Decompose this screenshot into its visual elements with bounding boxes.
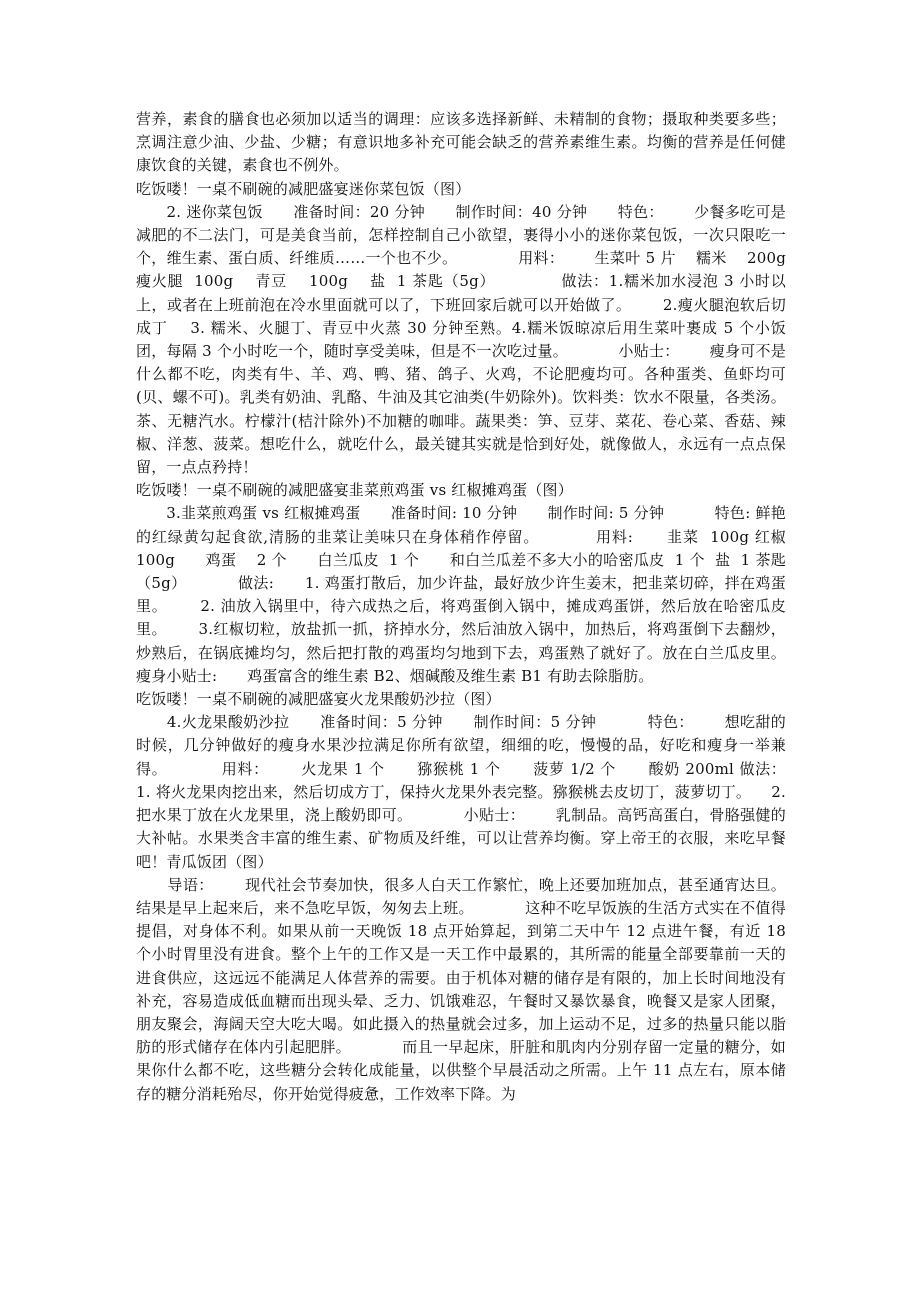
section-heading-egg-dishes: 吃饭喽！一桌不刷碗的减肥盛宴韭菜煎鸡蛋 vs 红椒摊鸡蛋（图）	[136, 481, 573, 500]
paragraph-dragonfruit-salad-recipe: 4.火龙果酸奶沙拉 准备时间：5 分钟 制作时间：5 分钟 特色： 想吃甜的时候，几分钟做好的瘦身水果沙拉满足你所有欲望，细细的吃，慢慢的品，好吃和瘦身一举兼得。 用料： 火龙果 1 个 猕猴桃 1 个 菠萝 1/2 个 酸奶 200ml 做法： 1. 将火龙果肉挖出来，然后切成方丁，保持火龙果外表完整。猕猴桃去皮切丁，菠萝切丁。 2. 把水果丁放在火龙果里，浇上酸奶即可。 小贴士： 乳制品。高钙高蛋白，骨胳强健的大补帖。水果类含丰富的维生素、矿物质及纤维，可以让营养均衡。穿上帝王的衣服，来吃早餐吧！青瓜饭团（图）	[136, 713, 806, 871]
paragraph-intro-nutrition: 营养，素食的膳食也必须加以适当的调理：应该多选择新鲜、未精制的食物；摄取种类要多些；烹调注意少油、少盐、少糖；有意识地多补充可能会缺乏的营养素维生素。均衡的营养是任何健康饮食的关键，素食也不例外。	[136, 110, 786, 175]
document-body	[136, 108, 836, 1106]
section-heading-mini-rice-wrap: 吃饭喽！一桌不刷碗的减肥盛宴迷你菜包饭（图）	[136, 179, 471, 198]
paragraph-mini-rice-wrap-recipe: 2. 迷你菜包饭 准备时间：20 分钟 制作时间：40 分钟 特色： 少餐多吃可是减肥的不二法门，可是美食当前，怎样控制自己小欲望，裹得小小的迷你菜包饭，一次只限吃一个，维生素、蛋白质、纤维质……一个也不少。 用料： 生菜叶 5 片 糯米 200g 瘦火腿 100g 青豆 100g 盐 1 茶匙（5g） 做法：1.糯米加水浸泡 3 小时以上，或者在上班前泡在冷水里面就可以了，下班回家后就可以开始做了。 2.瘦火腿泡软后切成丁 3. 糯米、火腿丁、青豆中火蒸 30 分钟至熟。4.糯米饭晾凉后用生菜叶裹成 5 个小饭团，每隔 3 个小时吃一个，随时享受美味，但是不一次吃过量。 小贴士： 瘦身可不是什么都不吃，肉类有牛、羊、鸡、鸭、猪、鸽子、火鸡，不论肥瘦均可。各种蛋类、鱼虾均可(贝、螺不可)。乳类有奶油、乳酪、牛油及其它油类(牛奶除外)。饮料类：饮水不限量，各类汤。茶、无糖汽水。柠檬汁(桔汁除外)不加糖的咖啡。蔬果类：笋、豆芽、菜花、卷心菜、香菇、辣椒、洋葱、菠菜。想吃什么，就吃什么，最关键其实就是恰到好处，就像做人，永远有一点点保留，一点点矜持！	[136, 202, 806, 477]
paragraph-breakfast-intro: 导语： 现代社会节奏加快，很多人白天工作繁忙，晚上还要加班加点，甚至通宵达旦。结果是早上起来后，来不急吃早饭，匆匆去上班。 这种不吃早饭族的生活方式实在不值得提倡，对身体不利。如果从前一天晚饭 18 点开始算起，到第二天中午 12 点进午餐，有近 18 个小时胃里没有进食。整个上午的工作又是一天工作中最累的，其所需的能量全部要靠前一天的进食供应，这远远不能满足人体营养的需要。由于机体对糖的储存是有限的，加上长时间地没有补充，容易造成低血糖而出现头晕、乏力、饥饿难忍，午餐时又暴饮暴食，晚餐又是家人团聚，朋友聚会，海阔天空大吃大喝。如此摄入的热量就会过多，加上运动不足，过多的热量只能以脂肪的形式储存在体内引起肥胖。 而且一早起床，肝脏和肌肉内分别存留一定量的糖分，如果你什么都不吃，这些糖分会转化成能量，以供整个早晨活动之所需。上午 11 点左右，原本储存的糖分消耗殆尽，你开始觉得疲惫，工作效率下降。为	[136, 875, 791, 1103]
section-heading-dragonfruit-salad: 吃饭喽！一桌不刷碗的减肥盛宴火龙果酸奶沙拉（图）	[136, 690, 501, 709]
paragraph-egg-dishes-recipe: 3.韭菜煎鸡蛋 vs 红椒摊鸡蛋 准备时间: 10 分钟 制作时间: 5 分钟 特色: 鲜艳的红绿黄勾起食欲,清肠的韭菜让美味只在身体稍作停留。 用料: 韭菜 100g 红椒 100g 鸡蛋 2 个 白兰瓜皮 1 个 和白兰瓜差不多大小的哈密瓜皮 1 个 盐 1 茶匙（5g） 做法: 1. 鸡蛋打散后，加少许盐，最好放少许生姜末，把韭菜切碎，拌在鸡蛋里。 2. 油放入锅里中，待六成热之后，将鸡蛋倒入锅中，摊成鸡蛋饼，然后放在哈密瓜皮里。 3.红椒切粒，放盐抓一抓，挤掉水分，然后油放入锅中，加热后，将鸡蛋倒下去翻炒，炒熟后，在锅底摊均匀，然后把打散的鸡蛋均匀地到下去，鸡蛋熟了就好了。放在白兰瓜皮里。 瘦身小贴士: 鸡蛋富含的维生素 B2、烟碱酸及维生素 B1 有助去除脂肪。	[136, 504, 836, 685]
